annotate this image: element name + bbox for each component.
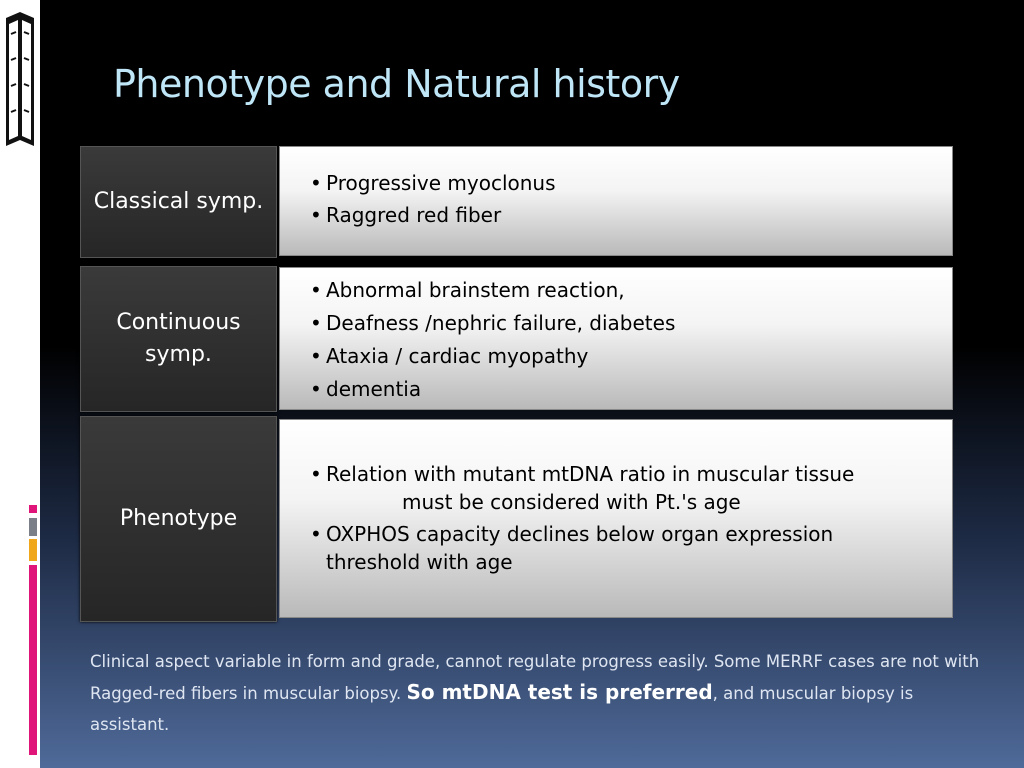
- row-label-continuous: [80, 266, 277, 412]
- accent-bar-pink-long: [29, 565, 37, 755]
- book-icon: [0, 0, 40, 160]
- bullet-item: [280, 520, 952, 576]
- bullet-line-indented: must be considered with Pt.'s age: [402, 490, 741, 514]
- bullet-line: Relation with mutant mtDNA ratio in muscular tissue: [326, 462, 855, 486]
- bullet-item: • Raggred red fiber: [280, 201, 952, 229]
- left-decor-strip: [0, 0, 40, 768]
- row-label-text: Classical symp.: [93, 189, 264, 214]
- accent-bar-orange: [29, 539, 37, 561]
- caption-part1: Clinical aspect variable in form and grade, cannot regulate progress easily. Some MERRF cases are not with Ragged-red fibers in muscular biopsy.: [90, 652, 980, 703]
- bullet-line: OXPHOS capacity declines below organ expression: [326, 522, 834, 546]
- bullet-item: • dementia: [280, 375, 952, 403]
- row-content-continuous: [279, 267, 953, 410]
- accent-bar-gray: [29, 518, 37, 536]
- bullet-item: • Progressive myoclonus: [280, 169, 952, 197]
- bullet-item: • Abnormal brainstem reaction,: [280, 276, 952, 304]
- slide-title: Phenotype and Natural history: [113, 62, 680, 106]
- caption-bold: So mtDNA test is preferred: [406, 680, 713, 704]
- row-label-phenotype: [80, 416, 277, 622]
- row-label-text: Phenotype: [119, 506, 238, 531]
- accent-bar-pink-top: [29, 505, 37, 513]
- row-label-line: Continuous: [116, 310, 241, 335]
- bullet-item: • Deafness /nephric failure, diabetes: [280, 309, 952, 337]
- row-label-classical: [80, 146, 277, 258]
- accent-bars: [29, 505, 37, 755]
- bullet-line: threshold with age: [326, 550, 513, 574]
- row-content-classical: [279, 146, 953, 256]
- row-content-phenotype: [279, 419, 953, 618]
- bullet-item: • Ataxia / cardiac myopathy: [280, 342, 952, 370]
- bullet-item: [280, 460, 952, 516]
- caption-text: [90, 646, 990, 740]
- row-label-text: [116, 307, 240, 371]
- caption-part2: , and muscular biopsy is assistant.: [90, 684, 914, 734]
- row-label-line: symp.: [145, 342, 212, 367]
